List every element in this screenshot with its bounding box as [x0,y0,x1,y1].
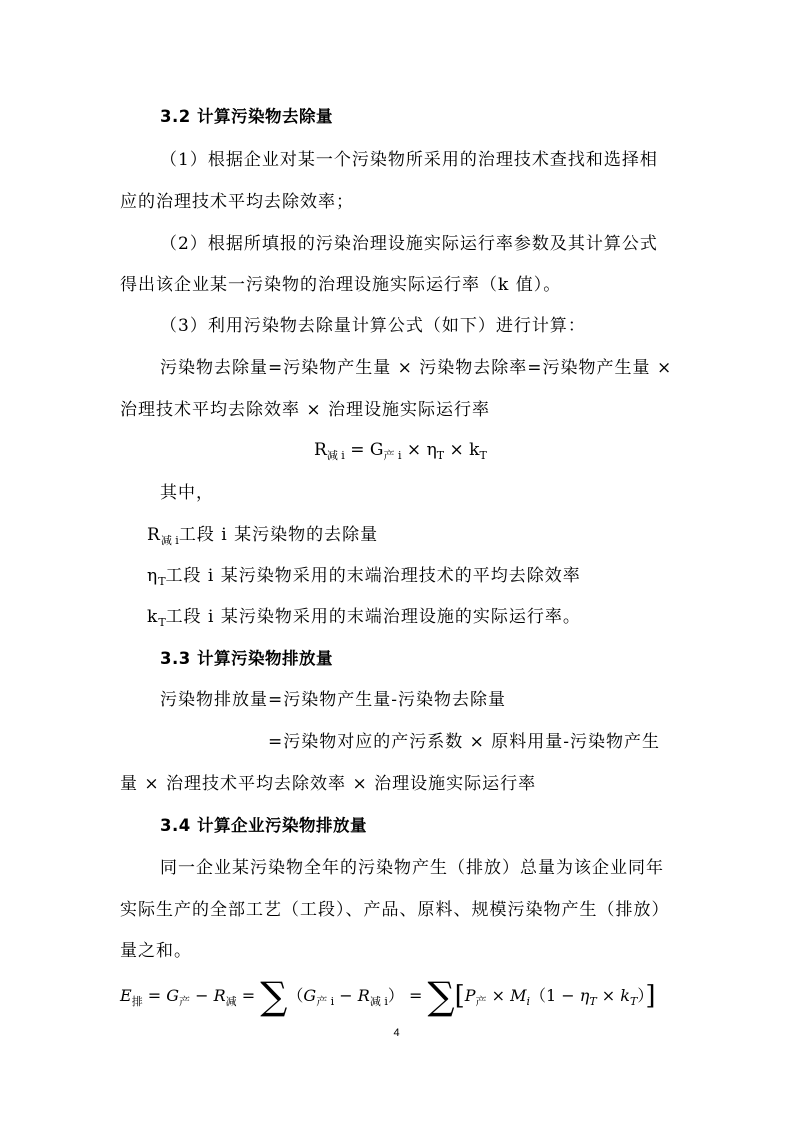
removal-formula [314,437,487,469]
formula-symbol: M [510,986,527,1005]
paragraph-line: 实际生产的全部工艺（工段）、产品、原料、规模污染物产生（排放） [120,900,670,920]
formula-symbol: k [469,440,480,460]
definition-text: 工段 i 某污染物的去除量 [178,525,379,545]
formula-paren: （ [530,986,547,1005]
paragraph-line: =污染物对应的产污系数 × 原料用量-污染物产生 [268,732,661,752]
formula-paren: （ [287,986,304,1005]
formula-operator: − [190,986,214,1005]
formula-subscript: 减 i [326,449,345,462]
definition-symbol: η [147,566,159,586]
formula-bracket: [ [454,981,465,1011]
formula-number: 1 [546,986,557,1005]
paragraph-line: 量 × 治理技术平均去除效率 × 治理设施实际运行率 [120,774,537,794]
formula-operator: = [236,986,261,1005]
formula-symbol: P [464,986,476,1005]
definition-symbol: k [147,607,159,627]
formula-symbol: G [303,986,317,1005]
formula-operator: × [444,440,470,460]
formula-subscript: 产 i [383,449,402,462]
formula-symbol: η [426,440,437,460]
paragraph-line: （2）根据所填报的污染治理设施实际运行率参数及其计算公式 [160,234,658,254]
paragraph-line: 量之和。 [120,941,192,961]
formula-paren: ） [387,986,404,1005]
formula-subscript: 减 [225,995,237,1008]
formula-symbol: R [357,986,370,1005]
paragraph-line: 污染物去除量=污染物产生量 × 污染物去除率=污染物产生量 × [160,358,673,378]
paragraph-line: 应的治理技术平均去除效率； [120,192,354,212]
paragraph-line: 得出该企业某一污染物的治理设施实际运行率（k 值）。 [120,275,562,295]
formula-subscript: i [526,995,530,1008]
definition-item [147,564,581,594]
definition-text: 工段 i 某污染物采用的末端治理技术的平均去除效率 [165,566,581,586]
formula-symbol: G [369,440,384,460]
section-heading-3-2: 3.2 计算污染物去除量 [160,107,333,126]
formula-subscript: 产 [179,995,191,1008]
emission-formula [120,974,656,1018]
section-heading-3-3: 3.3 计算污染物排放量 [160,649,333,668]
formula-subscript: T [630,995,638,1008]
formula-operator: = [403,986,428,1005]
paragraph-line: 同一企业某污染物全年的污染物产生（排放）总量为该企业同年 [160,858,664,878]
formula-symbol: k [620,986,630,1005]
formula-subscript: T [436,449,445,462]
formula-operator: = [142,986,167,1005]
formula-subscript: T [479,449,487,462]
formula-symbol: η [579,986,590,1005]
formula-symbol: G [166,986,180,1005]
formula-paren: ） [637,986,646,1005]
definition-subscript: T [158,575,166,588]
page-number: 4 [393,1027,400,1039]
definition-text: 工段 i 某污染物采用的末端治理设施的实际运行率。 [165,607,581,627]
definition-item [147,523,378,553]
formula-subscript: 减 i [369,995,388,1008]
paragraph-line: 治理技术平均去除效率 × 治理设施实际运行率 [120,400,491,420]
definition-symbol: R [147,525,161,545]
formula-symbol: E [120,986,132,1005]
formula-operator: × [401,440,427,460]
summation-symbol: ∑ [427,974,455,1018]
formula-operator: × [486,986,511,1005]
summation-symbol: ∑ [260,974,288,1018]
section-heading-3-4: 3.4 计算企业污染物排放量 [160,816,367,835]
paragraph-line: 其中， [160,483,214,503]
formula-subscript: 产 i [316,995,335,1008]
formula-subscript: 排 [131,995,143,1008]
formula-symbol: R [314,440,327,460]
paragraph-line: 污染物排放量=污染物产生量-污染物去除量 [160,690,506,710]
formula-operator: = [344,440,370,460]
formula-subscript: 产 [475,995,487,1008]
formula-operator: × [596,986,621,1005]
definition-item [147,605,581,635]
definition-subscript: T [158,616,166,629]
paragraph-line: （1）根据企业对某一个污染物所采用的治理技术查找和选择相 [160,150,658,170]
formula-subscript: T [589,995,597,1008]
formula-symbol: R [213,986,226,1005]
formula-operator: − [556,986,580,1005]
definition-subscript: 减 i [160,534,179,547]
formula-operator: − [334,986,358,1005]
formula-bracket: ] [645,981,656,1011]
paragraph-line: （3）利用污染物去除量计算公式（如下）进行计算： [160,316,586,336]
